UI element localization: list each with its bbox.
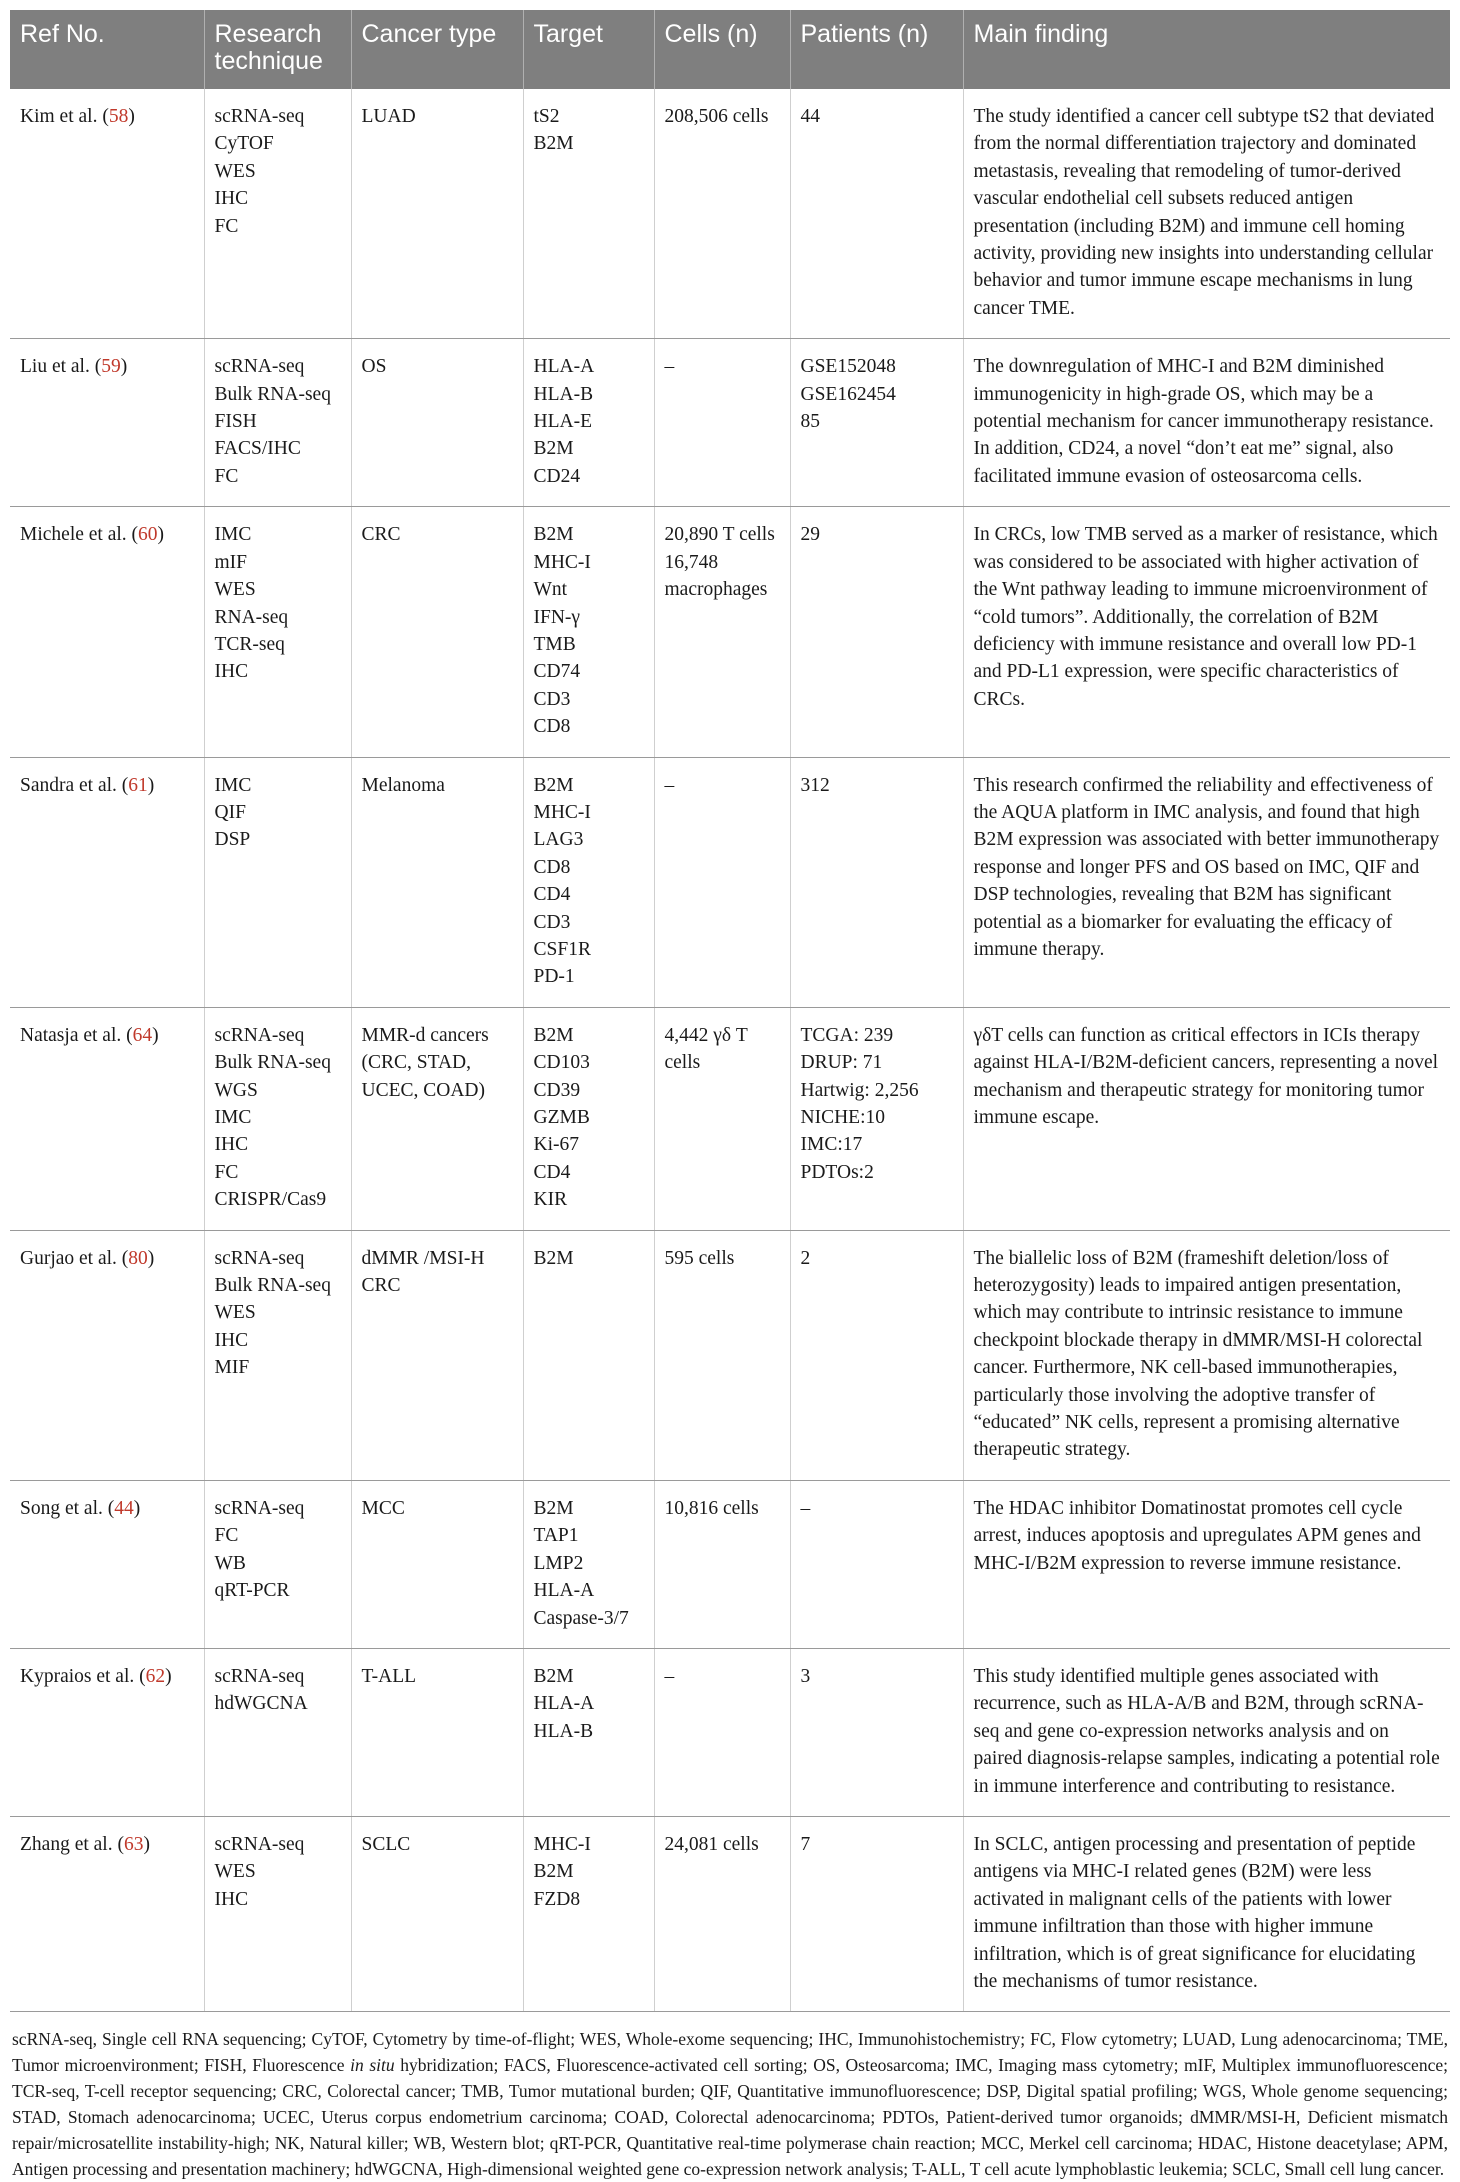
patients-count-cell: 7 bbox=[790, 1816, 963, 2011]
ref-close-paren: ) bbox=[165, 1665, 172, 1687]
header-row bbox=[10, 10, 1450, 89]
main-finding-cell: In SCLC, antigen processing and presentation of peptide antigens via MHC-I related genes (B2M) were less activated in malignant cells of the patients with lower immune infiltration than those with higher immune infiltration, which is of great significance for elucidating the mechanisms of tumor resistance. bbox=[963, 1816, 1450, 2011]
main-finding-cell: γδT cells can function as critical effectors in ICIs therapy against HLA-I/B2M-deficient cancers, representing a novel mechanism and therapeutic strategy for monitoring tumor immune escape. bbox=[963, 1007, 1450, 1230]
cells-count-cell: 208,506 cells bbox=[654, 89, 790, 339]
ref-cell bbox=[10, 757, 204, 1007]
ref-author: Liu et al. ( bbox=[20, 356, 102, 378]
ref-author: Gurjao et al. ( bbox=[20, 1247, 129, 1269]
ref-author: Zhang et al. ( bbox=[20, 1833, 124, 1855]
target-cell: B2M bbox=[523, 1230, 654, 1480]
ref-close-paren: ) bbox=[133, 1497, 141, 1519]
cancer-type-cell: OS bbox=[351, 339, 523, 507]
target-cell: B2M MHC-I Wnt IFN-γ TMB CD74 CD3 CD8 bbox=[523, 507, 654, 757]
ref-number-link[interactable]: 62 bbox=[145, 1665, 166, 1687]
target-cell: B2M TAP1 LMP2 HLA-A Caspase-3/7 bbox=[523, 1480, 654, 1648]
ref-cell bbox=[10, 1007, 204, 1230]
table-row bbox=[10, 757, 1450, 1007]
main-finding-cell: The downregulation of MHC-I and B2M diminished immunogenicity in high-grade OS, which may be a potential mechanism for cancer immunotherapy resistance. In addition, CD24, a novel “don’t eat me” signal, also facilitated immune evasion of osteosarcoma cells. bbox=[963, 339, 1450, 507]
cells-count-cell: – bbox=[654, 339, 790, 507]
technique-cell: scRNA-seq hdWGCNA bbox=[204, 1648, 351, 1816]
header-research-technique: Research technique bbox=[204, 10, 351, 89]
target-cell: B2M HLA-A HLA-B bbox=[523, 1648, 654, 1816]
ref-close-paren: ) bbox=[128, 106, 135, 127]
header-ref-no: Ref No. bbox=[10, 10, 204, 89]
target-cell: B2M CD103 CD39 GZMB Ki-67 CD4 KIR bbox=[523, 1007, 654, 1230]
table-row bbox=[10, 1007, 1450, 1230]
footnote-text-start: scRNA-seq, Single cell RNA sequencing; CyTOF, Cytometry by time-of-flight; WES, Whole-exome sequencing; IHC, Immunohistochemistry; FC, Flow cytometry; LUAD, Lung adenocarcinoma; TME, Tumor microenvironment; FISH, Fluorescence bbox=[12, 2029, 1448, 2076]
main-finding-cell: This research confirmed the reliability and effectiveness of the AQUA platform in IMC analysis, and found that high B2M expression was associated with better immunotherapy response and longer PFS and OS based on IMC, QIF and DSP technologies, revealing that B2M has significant potential as a biomarker for evaluating the efficacy of immune therapy. bbox=[963, 757, 1450, 1007]
table-row bbox=[10, 339, 1450, 507]
table-row bbox=[10, 507, 1450, 757]
cells-count-cell: 10,816 cells bbox=[654, 1480, 790, 1648]
ref-close-paren: ) bbox=[147, 774, 155, 796]
ref-cell bbox=[10, 1480, 204, 1648]
patients-count-cell: 29 bbox=[790, 507, 963, 757]
target-cell: MHC-I B2M FZD8 bbox=[523, 1816, 654, 2011]
ref-number-link[interactable]: 63 bbox=[123, 1833, 144, 1855]
ref-author: Kim et al. ( bbox=[20, 106, 109, 127]
studies-table bbox=[10, 10, 1450, 2012]
main-finding-cell: The study identified a cancer cell subtype tS2 that deviated from the normal differentiation trajectory and dominated metastasis, revealing that remodeling of tumor-derived vascular endothelial cell subsets reduced antigen presentation (including B2M) and immune cell homing activity, providing new insights into understanding cellular behavior and tumor immune escape mechanisms in lung cancer TME. bbox=[963, 89, 1450, 339]
cancer-type-cell: SCLC bbox=[351, 1816, 523, 2011]
target-cell: B2M MHC-I LAG3 CD8 CD4 CD3 CSF1R PD-1 bbox=[523, 757, 654, 1007]
cancer-type-cell: T-ALL bbox=[351, 1648, 523, 1816]
ref-number-link[interactable]: 44 bbox=[114, 1497, 134, 1519]
cells-count-cell: – bbox=[654, 1648, 790, 1816]
patients-count-cell: 3 bbox=[790, 1648, 963, 1816]
ref-number-link[interactable]: 58 bbox=[108, 106, 129, 127]
technique-cell: scRNA-seq CyTOF WES IHC FC bbox=[204, 89, 351, 339]
ref-author: Michele et al. ( bbox=[20, 524, 139, 546]
cells-count-cell: – bbox=[654, 757, 790, 1007]
ref-number-link[interactable]: 60 bbox=[138, 524, 158, 546]
technique-cell: scRNA-seq Bulk RNA-seq WES IHC MIF bbox=[204, 1230, 351, 1480]
ref-author: Sandra et al. ( bbox=[20, 774, 129, 796]
header-target: Target bbox=[523, 10, 654, 89]
technique-cell: scRNA-seq Bulk RNA-seq FISH FACS/IHC FC bbox=[204, 339, 351, 507]
ref-close-paren: ) bbox=[157, 524, 165, 546]
ref-cell bbox=[10, 507, 204, 757]
target-cell: tS2 B2M bbox=[523, 89, 654, 339]
table-row bbox=[10, 89, 1450, 339]
technique-cell: scRNA-seq FC WB qRT-PCR bbox=[204, 1480, 351, 1648]
cells-count-cell: 24,081 cells bbox=[654, 1816, 790, 2011]
cells-count-cell: 4,442 γδ T cells bbox=[654, 1007, 790, 1230]
patients-count-cell: TCGA: 239 DRUP: 71 Hartwig: 2,256 NICHE:10 IMC:17 PDTOs:2 bbox=[790, 1007, 963, 1230]
main-finding-cell: This study identified multiple genes associated with recurrence, such as HLA-A/B and B2M, through scRNA-seq and gene co-expression networks analysis and on paired diagnosis-relapse samples, indicating a potential role in immune interference and contributing to resistance. bbox=[963, 1648, 1450, 1816]
cells-count-cell: 595 cells bbox=[654, 1230, 790, 1480]
ref-number-link[interactable]: 64 bbox=[132, 1024, 153, 1046]
header-cancer-type: Cancer type bbox=[351, 10, 523, 89]
cancer-type-cell: MCC bbox=[351, 1480, 523, 1648]
header-cells: Cells (n) bbox=[654, 10, 790, 89]
patients-count-cell: 44 bbox=[790, 89, 963, 339]
main-finding-cell: In CRCs, low TMB served as a marker of resistance, which was considered to be associated with higher activation of the Wnt pathway leading to immune microenvironment of “cold tumors”. Additionally, the correlation of B2M deficiency with immune resistance and overall low PD-1 and PD-L1 expression, were specific characteristics of CRCs. bbox=[963, 507, 1450, 757]
cancer-type-cell: LUAD bbox=[351, 89, 523, 339]
main-finding-cell: The HDAC inhibitor Domatinostat promotes cell cycle arrest, induces apoptosis and upregulates APM genes and MHC-I/B2M expression to reverse immune resistance. bbox=[963, 1480, 1450, 1648]
cancer-type-cell: CRC bbox=[351, 507, 523, 757]
cells-count-cell: 20,890 T cells 16,748 macrophages bbox=[654, 507, 790, 757]
ref-number-link[interactable]: 59 bbox=[101, 356, 121, 378]
main-finding-cell: The biallelic loss of B2M (frameshift deletion/loss of heterozygosity) leads to impaired antigen presentation, which may contribute to intrinsic resistance to immune checkpoint blockade therapy in dMMR/MSI-H colorectal cancer. Furthermore, NK cell-based immunotherapies, particularly those involving the adoptive transfer of “educated” NK cells, represent a promising alternative therapeutic strategy. bbox=[963, 1230, 1450, 1480]
ref-author: Song et al. ( bbox=[20, 1497, 115, 1519]
ref-number-link[interactable]: 61 bbox=[128, 774, 148, 796]
ref-cell bbox=[10, 1230, 204, 1480]
header-patients: Patients (n) bbox=[790, 10, 963, 89]
ref-close-paren: ) bbox=[152, 1024, 159, 1046]
footnote-text-end: hybridization; FACS, Fluorescence-activated cell sorting; OS, Osteosarcoma; IMC, Imaging mass cytometry; mIF, Multiplex immunofluorescence; TCR-seq, T-cell receptor sequencing; CRC, Colorectal cancer; TMB, Tumor mutational burden; QIF, Quantitative immunofluorescence; DSP, Digital spatial profiling; WGS, Whole genome sequencing; STAD, Stomach adenocarcinoma; UCEC, Uterus corpus endometrium carcinoma; COAD, Colorectal adenocarcinoma; PDTOs, Patient-derived tumor organoids; dMMR/MSI-H, Deficient mismatch repair/microsatellite instability-high; NK, Natural killer; WB, Western blot; qRT-PCR, Quantitative real-time polymerase chain reaction; MCC, Merkel cell carcinoma; HDAC, Histone deacetylase; APM, Antigen processing and presentation machinery; hdWGCNA, High-dimensional weighted gene co-expression network analysis; T-ALL, T cell acute lymphoblastic leukemia; SCLC, Small cell lung cancer. bbox=[12, 2055, 1448, 2180]
patients-count-cell: 312 bbox=[790, 757, 963, 1007]
ref-number-link[interactable]: 80 bbox=[128, 1247, 148, 1269]
table-row bbox=[10, 1480, 1450, 1648]
ref-cell bbox=[10, 339, 204, 507]
document-page bbox=[10, 10, 1450, 2182]
ref-author: Natasja et al. ( bbox=[20, 1024, 133, 1046]
table-row bbox=[10, 1816, 1450, 2011]
ref-cell bbox=[10, 1648, 204, 1816]
technique-cell: IMC mIF WES RNA-seq TCR-seq IHC bbox=[204, 507, 351, 757]
table-body bbox=[10, 89, 1450, 2012]
ref-cell bbox=[10, 89, 204, 339]
technique-cell: scRNA-seq Bulk RNA-seq WGS IMC IHC FC CRISPR/Cas9 bbox=[204, 1007, 351, 1230]
header-main-finding: Main finding bbox=[963, 10, 1450, 89]
cancer-type-cell: dMMR /MSI-H CRC bbox=[351, 1230, 523, 1480]
cancer-type-cell: MMR-d cancers (CRC, STAD, UCEC, COAD) bbox=[351, 1007, 523, 1230]
ref-close-paren: ) bbox=[147, 1247, 155, 1269]
ref-cell bbox=[10, 1816, 204, 2011]
table-footnote bbox=[10, 2026, 1450, 2182]
ref-close-paren: ) bbox=[120, 356, 128, 378]
table-row bbox=[10, 1648, 1450, 1816]
patients-count-cell: – bbox=[790, 1480, 963, 1648]
table-row bbox=[10, 1230, 1450, 1480]
ref-author: Kypraios et al. ( bbox=[20, 1665, 146, 1687]
target-cell: HLA-A HLA-B HLA-E B2M CD24 bbox=[523, 339, 654, 507]
technique-cell: scRNA-seq WES IHC bbox=[204, 1816, 351, 2011]
footnote-italic-term: in situ bbox=[350, 2055, 395, 2076]
patients-count-cell: GSE152048 GSE162454 85 bbox=[790, 339, 963, 507]
patients-count-cell: 2 bbox=[790, 1230, 963, 1480]
table-header bbox=[10, 10, 1450, 89]
technique-cell: IMC QIF DSP bbox=[204, 757, 351, 1007]
ref-close-paren: ) bbox=[143, 1833, 150, 1855]
cancer-type-cell: Melanoma bbox=[351, 757, 523, 1007]
